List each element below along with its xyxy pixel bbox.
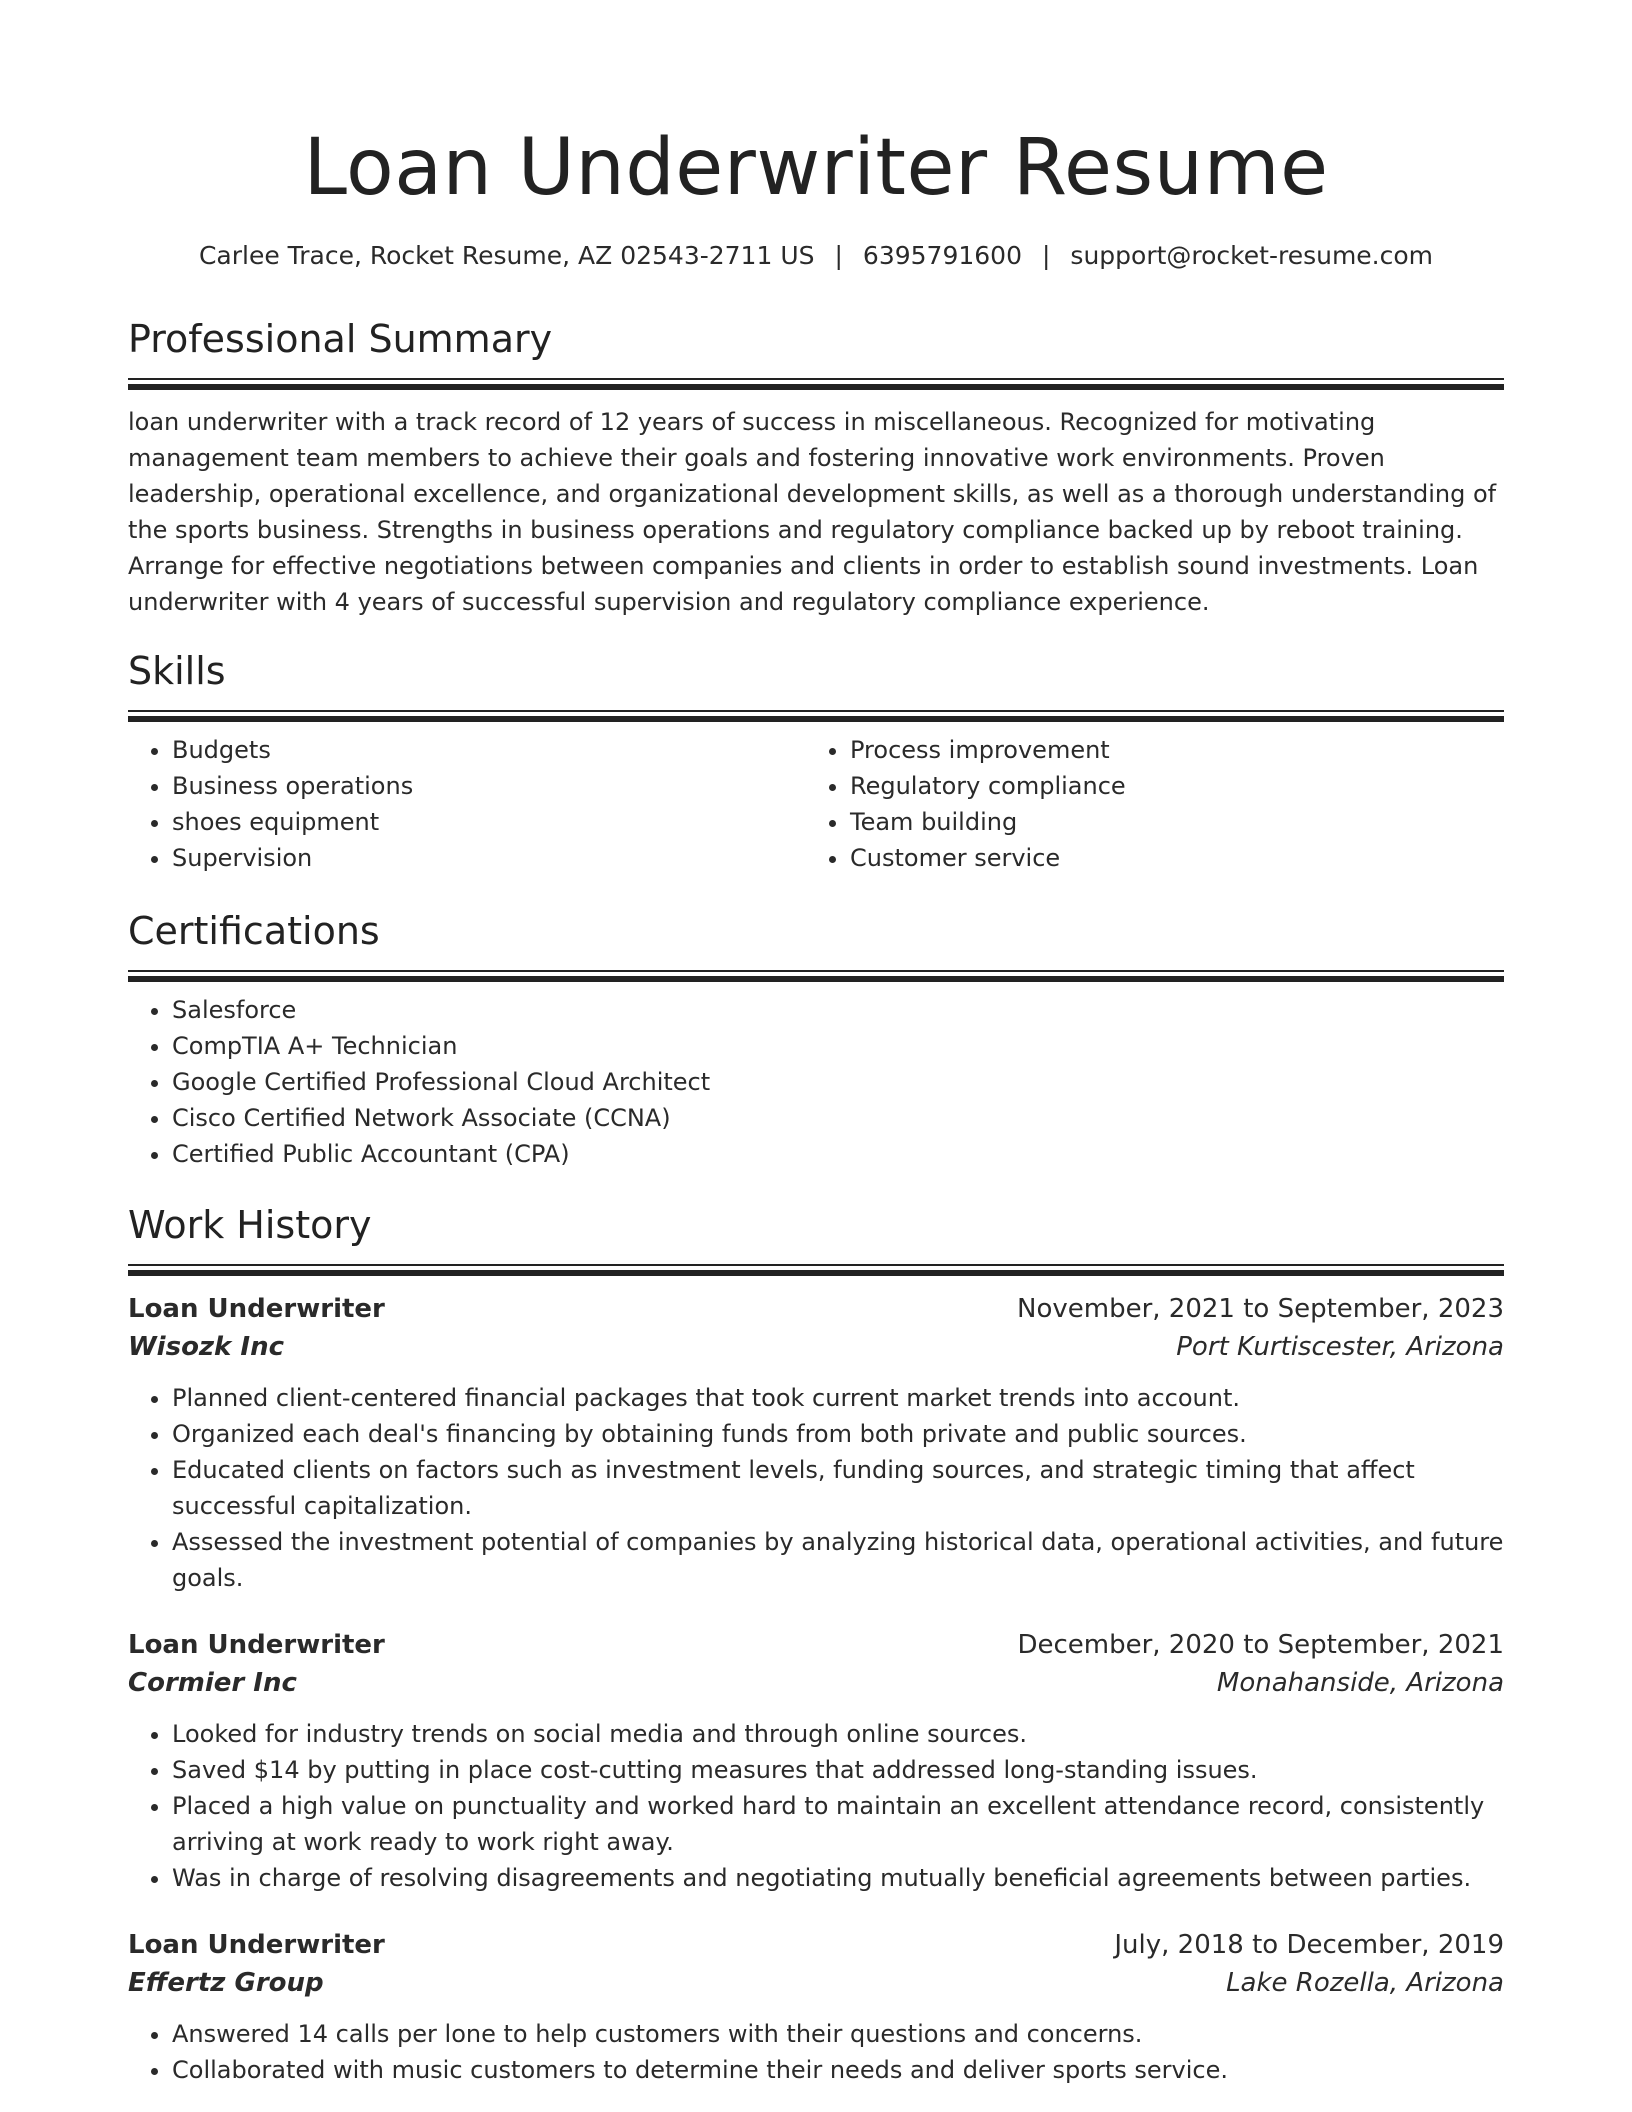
certification-item: • Certified Public Accountant (CPA) (172, 1136, 1504, 1172)
job-entry (128, 1626, 1504, 1896)
section-divider (128, 970, 1504, 982)
job-dates: December, 2020 to September, 2021 (1017, 1630, 1504, 1660)
contact-separator: | (1041, 241, 1051, 270)
job-bullet: • Placed a high value on punctuality and worked hard to maintain an excellent attendance record, consistently arriving at work ready to work right away. (172, 1788, 1504, 1860)
job-entry (128, 1290, 1504, 1596)
skills-list-left (128, 732, 806, 876)
certification-item: • CompTIA A+ Technician (172, 1028, 1504, 1064)
job-bullet: • Organized each deal's financing by obtaining funds from both private and public sources. (172, 1416, 1504, 1452)
section-divider (128, 1264, 1504, 1276)
resume-title: Loan Underwriter Resume (303, 123, 1329, 213)
contact-separator: | (834, 241, 843, 270)
job-bullets (128, 2016, 1504, 2088)
work-history-section (128, 1200, 1504, 2088)
job-entry (128, 1926, 1504, 2088)
job-bullets (128, 1380, 1504, 1596)
certifications-list (128, 992, 1504, 1172)
job-dates: November, 2021 to September, 2023 (1017, 1294, 1504, 1324)
contact-address: Carlee Trace, Rocket Resume, AZ 02543-2711 US (198, 241, 815, 270)
contact-phone: 6395791600 (862, 241, 1022, 270)
job-dates: July, 2018 to December, 2019 (1114, 1930, 1504, 1960)
contact-email: support@rocket-resume.com (1070, 241, 1434, 270)
job-bullet: • Assessed the investment potential of companies by analyzing historical data, operational activities, and future goals. (172, 1524, 1504, 1596)
skill-item: • Customer service (850, 840, 1484, 876)
section-divider (128, 710, 1504, 722)
skill-item: • Regulatory compliance (850, 768, 1484, 804)
job-bullet: • Was in charge of resolving disagreements and negotiating mutually beneficial agreements between parties. (172, 1860, 1504, 1896)
skill-item: • Team building (850, 804, 1484, 840)
job-location: Monahanside, Arizona (1216, 1668, 1504, 1698)
summary-text: loan underwriter with a track record of 12 years of success in miscellaneous. Recognized for motivating management team members to achieve their goals and fostering innovative work environments. Proven leadership, operational excellence, and organizational development skills, as well as a thorough understanding of the sports business. Strengths in business operations and regulatory compliance backed up by reboot training. Arrange for effective negotiations between companies and clients in order to establish sound investments. Loan underwriter with 4 years of successful supervision and regulatory compliance experience. (128, 408, 1497, 616)
section-divider (128, 378, 1504, 390)
job-location: Port Kurtiscester, Arizona (1176, 1332, 1504, 1362)
job-company: Effertz Group (128, 1968, 324, 1998)
job-bullet: • Looked for industry trends on social media and through online sources. (172, 1716, 1504, 1752)
work-history-heading: Work History (128, 1203, 372, 1247)
contact-line (128, 238, 1504, 274)
certification-item: • Google Certified Professional Cloud Architect (172, 1064, 1504, 1100)
skill-item: • Budgets (172, 732, 806, 768)
skills-heading: Skills (128, 649, 226, 693)
skill-item: • shoes equipment (172, 804, 806, 840)
job-location: Lake Rozella, Arizona (1226, 1968, 1504, 1998)
certification-item: • Salesforce (172, 992, 1504, 1028)
skills-section (128, 646, 1504, 876)
skills-columns (128, 732, 1504, 876)
job-bullets (128, 1716, 1504, 1896)
certifications-section (128, 906, 1504, 1172)
job-bullet: • Saved $14 by putting in place cost-cutting measures that addressed long-standing issues. (172, 1752, 1504, 1788)
job-bullet: • Planned client-centered financial packages that took current market trends into account. (172, 1380, 1504, 1416)
certification-item: • Cisco Certified Network Associate (CCNA) (172, 1100, 1504, 1136)
skill-item: • Business operations (172, 768, 806, 804)
job-title: Loan Underwriter (128, 1294, 385, 1324)
job-title: Loan Underwriter (128, 1630, 385, 1660)
certifications-heading: Certifications (128, 909, 380, 953)
skill-item: • Supervision (172, 840, 806, 876)
job-bullet: • Collaborated with music customers to determine their needs and deliver sports service. (172, 2052, 1504, 2088)
job-bullet: • Educated clients on factors such as investment levels, funding sources, and strategic timing that affect successful capitalization. (172, 1452, 1504, 1524)
job-bullet: • Answered 14 calls per lone to help customers with their questions and concerns. (172, 2016, 1504, 2052)
summary-section (128, 314, 1504, 620)
skill-item: • Process improvement (850, 732, 1484, 768)
summary-heading: Professional Summary (128, 317, 553, 361)
job-company: Wisozk Inc (128, 1332, 284, 1362)
job-title: Loan Underwriter (128, 1930, 385, 1960)
skills-list-right (806, 732, 1484, 876)
job-company: Cormier Inc (128, 1668, 297, 1698)
